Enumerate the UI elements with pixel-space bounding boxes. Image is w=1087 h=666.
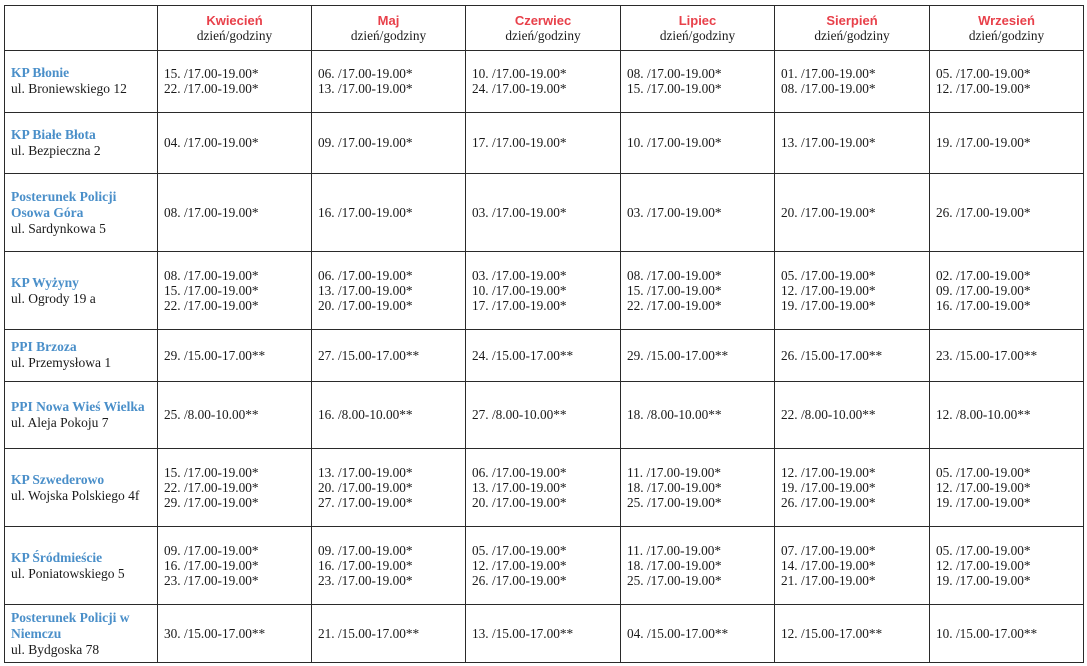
time-slot: 15. /17.00-19.00*: [627, 81, 722, 97]
time-slot: 17. /17.00-19.00*: [472, 298, 567, 314]
station-cell: [5, 330, 158, 381]
time-slot: 24. /17.00-19.00*: [472, 81, 567, 97]
month-header-3: [621, 6, 775, 51]
station-cell: [5, 605, 158, 663]
time-slot: 25. /8.00-10.00**: [164, 407, 259, 423]
time-slot: 11. /17.00-19.00*: [627, 465, 722, 481]
time-slot: 16. /17.00-19.00*: [318, 205, 413, 221]
time-slot: 22. /8.00-10.00**: [781, 407, 876, 423]
schedule-cell: [466, 174, 621, 252]
schedule-cell: [466, 252, 621, 330]
time-slot: 12. /17.00-19.00*: [781, 283, 876, 299]
month-header-1: [312, 6, 466, 51]
station-name: KP Szwederowo: [11, 471, 105, 487]
station-cell: [5, 112, 158, 174]
schedule-cell: [930, 252, 1084, 330]
schedule-cell: [621, 449, 775, 527]
schedule-table: [4, 5, 1084, 663]
time-slot: 03. /17.00-19.00*: [627, 205, 722, 221]
time-slot: 11. /17.00-19.00*: [627, 543, 722, 559]
schedule-cell: [312, 51, 466, 113]
schedule-cell: [312, 112, 466, 174]
schedule-cell: [466, 330, 621, 381]
schedule-cell: [930, 527, 1084, 605]
time-slot: 13. /17.00-19.00*: [318, 465, 413, 481]
time-slot: 24. /15.00-17.00**: [472, 347, 574, 363]
time-slot: 04. /17.00-19.00*: [164, 135, 259, 151]
time-slot: 08. /17.00-19.00*: [781, 81, 876, 97]
time-slot: 27. /8.00-10.00**: [472, 407, 567, 423]
time-slot: 08. /17.00-19.00*: [164, 268, 259, 284]
time-slot: 23. /17.00-19.00*: [164, 573, 259, 589]
station-row: [5, 51, 1084, 113]
time-slot: 29. /15.00-17.00**: [627, 347, 729, 363]
station-name: KP Błonie: [11, 65, 70, 81]
time-slot: 09. /17.00-19.00*: [164, 543, 259, 559]
time-slot: 06. /17.00-19.00*: [472, 465, 567, 481]
time-slot: 04. /15.00-17.00**: [627, 626, 729, 642]
schedule-cell: [312, 252, 466, 330]
time-slot: 18. /8.00-10.00**: [627, 407, 722, 423]
time-slot: 23. /15.00-17.00**: [936, 347, 1038, 363]
station-address: ul. Broniewskiego 12: [11, 81, 127, 97]
time-slot: 15. /17.00-19.00*: [164, 465, 259, 481]
station-cell: [5, 449, 158, 527]
schedule-cell: [930, 605, 1084, 663]
header-row: [5, 6, 1084, 51]
time-slot: 15. /17.00-19.00*: [164, 66, 259, 82]
time-slot: 21. /17.00-19.00*: [781, 573, 876, 589]
schedule-cell: [621, 174, 775, 252]
time-slot: 13. /17.00-19.00*: [318, 81, 413, 97]
station-row: [5, 381, 1084, 449]
month-sub-label: dzień/godziny: [350, 28, 427, 43]
time-slot: 20. /17.00-19.00*: [318, 480, 413, 496]
schedule-cell: [621, 381, 775, 449]
time-slot: 29. /17.00-19.00*: [164, 495, 259, 511]
station-name: Posterunek Policji Osowa Góra: [11, 188, 117, 220]
schedule-cell: [930, 112, 1084, 174]
station-address: ul. Ogrody 19 a: [11, 290, 96, 306]
month-sub-label: dzień/godziny: [659, 28, 736, 43]
schedule-cell: [466, 449, 621, 527]
time-slot: 29. /15.00-17.00**: [164, 347, 266, 363]
station-name: PPI Brzoza: [11, 339, 77, 355]
schedule-body: [5, 51, 1084, 663]
time-slot: 12. /17.00-19.00*: [472, 558, 567, 574]
station-row: [5, 112, 1084, 174]
schedule-cell: [158, 605, 312, 663]
schedule-cell: [312, 527, 466, 605]
time-slot: 13. /15.00-17.00**: [472, 626, 574, 642]
schedule-cell: [158, 527, 312, 605]
schedule-cell: [775, 330, 930, 381]
schedule-cell: [466, 605, 621, 663]
station-cell: [5, 174, 158, 252]
station-row: [5, 330, 1084, 381]
month-name: Sierpień: [826, 13, 878, 28]
time-slot: 10. /17.00-19.00*: [472, 66, 567, 82]
schedule-cell: [930, 51, 1084, 113]
station-name: KP Wyżyny: [11, 274, 79, 290]
schedule-cell: [621, 605, 775, 663]
time-slot: 10. /15.00-17.00**: [936, 626, 1038, 642]
time-slot: 21. /15.00-17.00**: [318, 626, 420, 642]
station-row: [5, 527, 1084, 605]
time-slot: 18. /17.00-19.00*: [627, 480, 722, 496]
schedule-cell: [621, 112, 775, 174]
time-slot: 12. /8.00-10.00**: [936, 407, 1031, 423]
schedule-cell: [312, 449, 466, 527]
schedule-cell: [621, 252, 775, 330]
station-cell: [5, 51, 158, 113]
schedule-cell: [775, 252, 930, 330]
time-slot: 26. /17.00-19.00*: [472, 573, 567, 589]
time-slot: 02. /17.00-19.00*: [936, 268, 1031, 284]
schedule-cell: [930, 174, 1084, 252]
time-slot: 13. /17.00-19.00*: [318, 283, 413, 299]
time-slot: 18. /17.00-19.00*: [627, 558, 722, 574]
station-name: Posterunek Policji w Niemczu: [11, 609, 130, 641]
station-cell: [5, 381, 158, 449]
schedule-cell: [158, 51, 312, 113]
month-sub-label: dzień/godziny: [814, 28, 890, 43]
time-slot: 19. /17.00-19.00*: [936, 135, 1031, 151]
schedule-cell: [775, 527, 930, 605]
month-header-5: [930, 6, 1084, 51]
schedule-cell: [312, 605, 466, 663]
time-slot: 08. /17.00-19.00*: [164, 205, 259, 221]
time-slot: 10. /17.00-19.00*: [472, 283, 567, 299]
schedule-cell: [158, 330, 312, 381]
schedule-cell: [775, 605, 930, 663]
schedule-cell: [466, 112, 621, 174]
time-slot: 05. /17.00-19.00*: [936, 465, 1031, 481]
station-row: [5, 174, 1084, 252]
time-slot: 15. /17.00-19.00*: [627, 283, 722, 299]
time-slot: 22. /17.00-19.00*: [164, 480, 259, 496]
month-sub-label: dzień/godziny: [196, 28, 273, 43]
schedule-cell: [930, 381, 1084, 449]
station-address: ul. Bezpieczna 2: [11, 142, 101, 158]
time-slot: 09. /17.00-19.00*: [318, 543, 413, 559]
corner-cell: [5, 6, 158, 51]
schedule-cell: [775, 381, 930, 449]
time-slot: 26. /15.00-17.00**: [781, 347, 883, 363]
time-slot: 06. /17.00-19.00*: [318, 268, 413, 284]
schedule-cell: [621, 330, 775, 381]
time-slot: 05. /17.00-19.00*: [936, 66, 1031, 82]
station-name: KP Śródmieście: [11, 549, 103, 565]
month-name: Kwiecień: [206, 13, 263, 28]
time-slot: 16. /17.00-19.00*: [164, 558, 259, 574]
schedule-cell: [621, 51, 775, 113]
station-address: ul. Poniatowskiego 5: [11, 565, 125, 581]
time-slot: 13. /17.00-19.00*: [472, 480, 567, 496]
time-slot: 16. /8.00-10.00**: [318, 407, 413, 423]
time-slot: 26. /17.00-19.00*: [781, 495, 876, 511]
time-slot: 30. /15.00-17.00**: [164, 626, 266, 642]
schedule-cell: [621, 527, 775, 605]
time-slot: 23. /17.00-19.00*: [318, 573, 413, 589]
time-slot: 27. /17.00-19.00*: [318, 495, 413, 511]
time-slot: 01. /17.00-19.00*: [781, 66, 876, 82]
schedule-cell: [775, 51, 930, 113]
schedule-cell: [158, 381, 312, 449]
time-slot: 15. /17.00-19.00*: [164, 283, 259, 299]
time-slot: 16. /17.00-19.00*: [936, 298, 1031, 314]
station-address: ul. Bydgoska 78: [11, 641, 100, 657]
schedule-cell: [158, 112, 312, 174]
month-sub-label: dzień/godziny: [968, 28, 1045, 43]
time-slot: 25. /17.00-19.00*: [627, 573, 722, 589]
schedule-cell: [466, 51, 621, 113]
time-slot: 09. /17.00-19.00*: [318, 135, 413, 151]
schedule-cell: [312, 330, 466, 381]
time-slot: 03. /17.00-19.00*: [472, 268, 567, 284]
time-slot: 25. /17.00-19.00*: [627, 495, 722, 511]
station-address: ul. Aleja Pokoju 7: [11, 414, 109, 430]
time-slot: 26. /17.00-19.00*: [936, 205, 1031, 221]
station-row: [5, 449, 1084, 527]
time-slot: 03. /17.00-19.00*: [472, 205, 567, 221]
time-slot: 14. /17.00-19.00*: [781, 558, 876, 574]
time-slot: 05. /17.00-19.00*: [936, 543, 1031, 559]
station-address: ul. Wojska Polskiego 4f: [11, 487, 140, 503]
month-header-4: [775, 6, 930, 51]
time-slot: 20. /17.00-19.00*: [781, 205, 876, 221]
time-slot: 12. /17.00-19.00*: [936, 480, 1031, 496]
time-slot: 12. /15.00-17.00**: [781, 626, 883, 642]
schedule-cell: [158, 174, 312, 252]
time-slot: 05. /17.00-19.00*: [472, 543, 567, 559]
time-slot: 19. /17.00-19.00*: [781, 298, 876, 314]
station-name: PPI Nowa Wieś Wielka: [11, 398, 145, 414]
schedule-cell: [466, 381, 621, 449]
time-slot: 05. /17.00-19.00*: [781, 268, 876, 284]
schedule-cell: [930, 330, 1084, 381]
station-cell: [5, 252, 158, 330]
time-slot: 27. /15.00-17.00**: [318, 347, 420, 363]
time-slot: 13. /17.00-19.00*: [781, 135, 876, 151]
month-name: Maj: [377, 13, 400, 28]
schedule-cell: [312, 381, 466, 449]
month-header-2: [466, 6, 621, 51]
schedule-cell: [775, 449, 930, 527]
schedule-cell: [775, 174, 930, 252]
month-name: Wrzesień: [978, 13, 1035, 28]
station-address: ul. Przemysłowa 1: [11, 355, 112, 371]
time-slot: 19. /17.00-19.00*: [936, 573, 1031, 589]
time-slot: 22. /17.00-19.00*: [164, 298, 259, 314]
schedule-cell: [930, 449, 1084, 527]
time-slot: 08. /17.00-19.00*: [627, 268, 722, 284]
station-name: KP Białe Błota: [11, 126, 96, 142]
time-slot: 09. /17.00-19.00*: [936, 283, 1031, 299]
time-slot: 20. /17.00-19.00*: [318, 298, 413, 314]
schedule-cell: [312, 174, 466, 252]
schedule-cell: [158, 252, 312, 330]
month-name: Lipiec: [678, 13, 717, 28]
month-sub-label: dzień/godziny: [505, 28, 581, 43]
month-name: Czerwiec: [514, 13, 572, 28]
time-slot: 16. /17.00-19.00*: [318, 558, 413, 574]
month-header-0: [158, 6, 312, 51]
time-slot: 06. /17.00-19.00*: [318, 66, 413, 82]
schedule-cell: [775, 112, 930, 174]
time-slot: 20. /17.00-19.00*: [472, 495, 567, 511]
time-slot: 12. /17.00-19.00*: [936, 558, 1031, 574]
time-slot: 22. /17.00-19.00*: [164, 81, 259, 97]
station-address: ul. Sardynkowa 5: [11, 220, 106, 236]
time-slot: 22. /17.00-19.00*: [627, 298, 722, 314]
time-slot: 10. /17.00-19.00*: [627, 135, 722, 151]
schedule-cell: [466, 527, 621, 605]
time-slot: 19. /17.00-19.00*: [936, 495, 1031, 511]
time-slot: 12. /17.00-19.00*: [936, 81, 1031, 97]
station-cell: [5, 527, 158, 605]
time-slot: 08. /17.00-19.00*: [627, 66, 722, 82]
station-row: [5, 605, 1084, 663]
time-slot: 12. /17.00-19.00*: [781, 465, 876, 481]
time-slot: 19. /17.00-19.00*: [781, 480, 876, 496]
time-slot: 07. /17.00-19.00*: [781, 543, 876, 559]
station-row: [5, 252, 1084, 330]
time-slot: 17. /17.00-19.00*: [472, 135, 567, 151]
schedule-cell: [158, 449, 312, 527]
